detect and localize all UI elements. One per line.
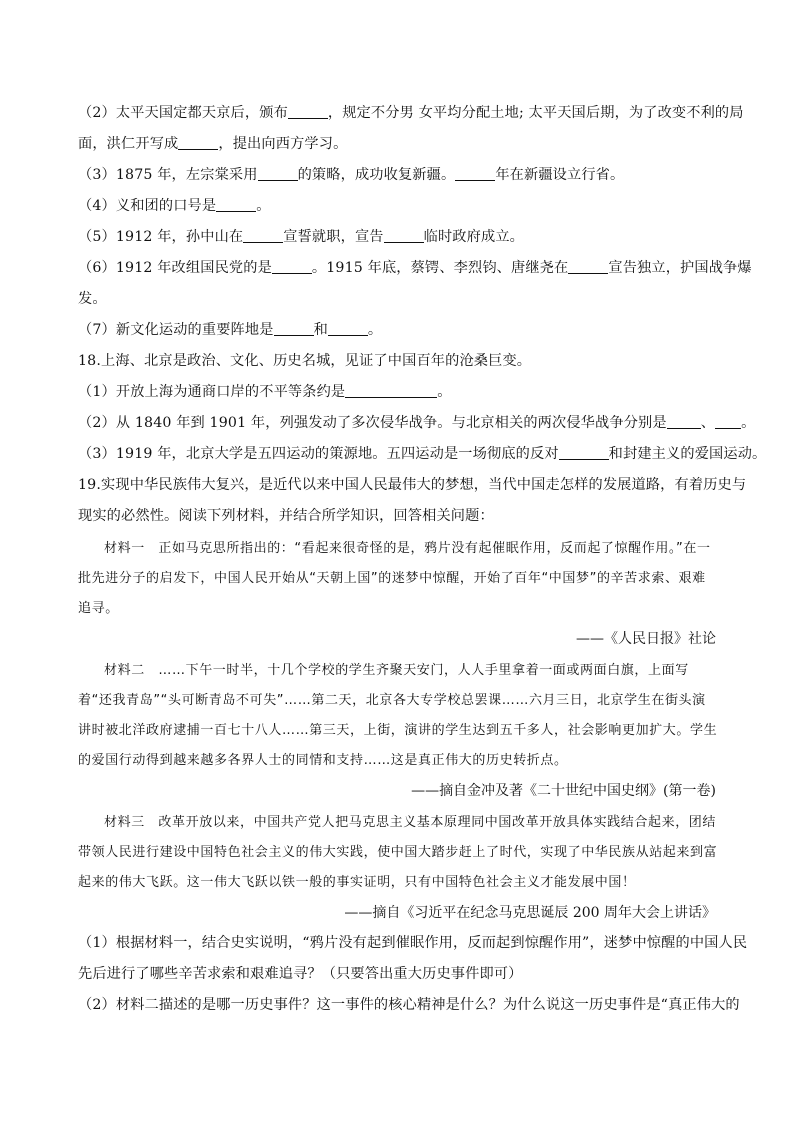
material-three: 材料三 改革开放以来，中国共产党人把马克思主义基本原理同中国改革开放具体实践结合起来，团结带领人民进行建设中国特色社会主义的伟大实践，使中国大踏步赶上了时代，实现了中华民族从站起来到富起来的伟大飞跃。这一伟大飞跃以铁一般的事实证明，只有中国特色社会主义才能发展中国！	[78, 815, 718, 890]
q18-item3: （3）1919 年，北京大学是五四运动的策源地。五四运动是一场彻底的反对 和封建主义的爱国运动。	[78, 446, 767, 462]
material-one-source: ——《人民日报》社论	[576, 631, 716, 647]
q17-item3: （3）1875 年，左宗棠采用 的策略，成功收复新疆。 年在新疆设立行省。	[78, 167, 625, 183]
answer-blank[interactable]	[272, 259, 312, 274]
answer-blank[interactable]	[258, 166, 298, 181]
answer-blank[interactable]	[667, 414, 701, 429]
q17-item6-line2: 发。	[78, 291, 107, 307]
q19-sub1-line2: 先后进行了哪些辛苦求索和艰难追寻？（只要答出重大历史事件即可）	[78, 966, 523, 982]
q19-stem-line1: 19.实现中华民族伟大复兴，是近代以来中国人民最伟大的梦想，当代中国走怎样的发展道路，有着历史与	[78, 477, 747, 493]
q19-sub1-line1: （1）根据材料一，结合史实说明，“鸦片没有起到催眠作用，反而起到惊醒作用”，迷梦中惊醒的中国人民	[78, 935, 748, 951]
answer-blank[interactable]	[274, 321, 314, 336]
answer-blank[interactable]	[328, 321, 368, 336]
answer-blank[interactable]	[178, 135, 218, 150]
answer-blank[interactable]	[384, 228, 424, 243]
q19-stem-line2: 现实的必然性。阅读下列材料，并结合所学知识，回答相关问题：	[78, 508, 494, 524]
q18-stem: 18.上海、北京是政治、文化、历史名城，见证了中国百年的沧桑巨变。	[78, 353, 532, 369]
answer-blank[interactable]	[715, 414, 741, 429]
answer-blank[interactable]	[455, 166, 495, 181]
answer-blank[interactable]	[345, 383, 437, 398]
q17-item4: （4）义和团的口号是 。	[78, 198, 271, 214]
material-two-source: ——摘自金冲及著《二十世纪中国史纲》(第一卷)	[411, 783, 716, 799]
material-two: 材料二 ……下午一时半，十几个学校的学生齐聚天安门，人人手里拿着一面或两面白旗，上面写着“还我青岛”“头可断青岛不可失”……第二天，北京各大专学校总罢课……六月三日，北京学生在街头演讲时被北洋政府逮捕一百七十八人……第三天，上街，演讲的学生达到五千多人，社会影响更加扩大。学生的爱国行动得到越来越多各界人士的同情和支持……这是真正伟大的历史转折点。	[78, 663, 718, 768]
answer-blank[interactable]	[568, 259, 608, 274]
q19-sub2-line1: （2）材料二描述的是哪一历史事件？这一事件的核心精神是什么？为什么说这一历史事件是“真正伟大的	[78, 997, 740, 1013]
material-one: 材料一 正如马克思所指出的：“看起来很奇怪的是，鸦片没有起催眠作用，反而起了惊醒作用。”在一批先进分子的启发下，中国人民开始从“天朝上国”的迷梦中惊醒，开始了百年“中国梦”的辛苦求索、艰难追寻。	[78, 541, 711, 616]
answer-blank[interactable]	[559, 445, 609, 460]
q18-item2: （2）从 1840 年到 1901 年，列强发动了多次侵华战争。与北京相关的两次侵华战争分别是 、 。	[78, 415, 756, 431]
answer-blank[interactable]	[216, 197, 256, 212]
material-three-source: ——摘自《习近平在纪念马克思诞辰 200 周年大会上讲话》	[344, 905, 716, 921]
answer-blank[interactable]	[243, 228, 283, 243]
q18-item1: （1）开放上海为通商口岸的不平等条约是 。	[78, 384, 452, 400]
q17-item2-line1: （2）太平天国定都天京后，颁布 ，规定不分男 女平均分配土地; 太平天国后期，为了改变不利的局	[78, 105, 744, 121]
q17-item2-line2: 面，洪仁开写成 ，提出向西方学习。	[78, 136, 348, 152]
q17-item6-line1: （6）1912 年改组国民党的是 。1915 年底，蔡锷、李烈钧、唐继尧在 宣告独立，护国战争爆	[78, 260, 752, 276]
q17-item7: （7）新文化运动的重要阵地是 和 。	[78, 322, 383, 338]
answer-blank[interactable]	[288, 104, 328, 119]
q17-item5: （5）1912 年，孙中山在 宣誓就职，宣告 临时政府成立。	[78, 229, 524, 245]
